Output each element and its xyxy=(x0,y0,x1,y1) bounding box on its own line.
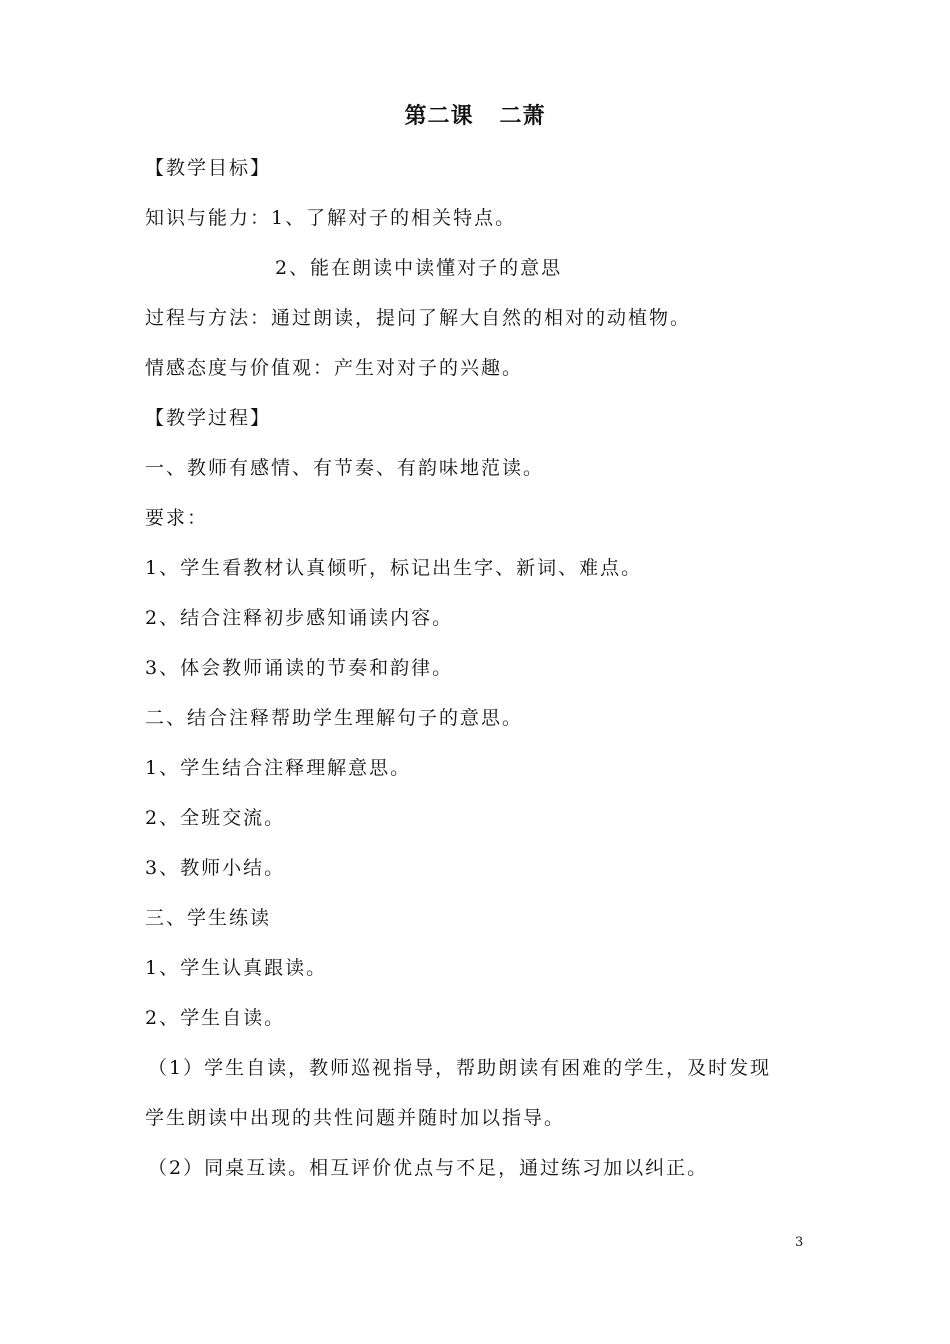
requirement-item-2: 2、结合注释初步感知诵读内容。 xyxy=(145,607,454,629)
sub-item-2: （2）同桌互读。相互评价优点与不足，通过练习加以纠正。 xyxy=(148,1157,709,1179)
sub-item-1-continued: 学生朗读中出现的共性问题并随时加以指导。 xyxy=(145,1107,566,1129)
sub-item-1: （1）学生自读，教师巡视指导，帮助朗读有困难的学生，及时发现 xyxy=(148,1057,772,1079)
objective-process: 过程与方法：通过朗读，提问了解大自然的相对的动植物。 xyxy=(145,307,692,329)
step-two-item-3: 3、教师小结。 xyxy=(145,857,286,879)
section-heading-objectives: 【教学目标】 xyxy=(145,157,272,179)
requirement-item-1: 1、学生看教材认真倾听，标记出生字、新词、难点。 xyxy=(145,557,643,579)
objective-knowledge-2: 2、能在朗读中读懂对子的意思 xyxy=(275,257,563,279)
step-three: 三、学生练读 xyxy=(145,907,272,929)
section-heading-process: 【教学过程】 xyxy=(145,407,272,429)
objective-knowledge: 知识与能力：1、了解对子的相关特点。 xyxy=(145,207,517,229)
step-two-item-2: 2、全班交流。 xyxy=(145,807,286,829)
page-title: 第二课 二萧 xyxy=(404,103,546,129)
step-one: 一、教师有感情、有节奏、有韵味地范读。 xyxy=(145,457,545,479)
step-three-item-2: 2、学生自读。 xyxy=(145,1007,286,1029)
step-three-item-1: 1、学生认真跟读。 xyxy=(145,957,328,979)
step-two: 二、结合注释帮助学生理解句子的意思。 xyxy=(145,707,524,729)
page-number: 3 xyxy=(795,1235,804,1250)
step-two-item-1: 1、学生结合注释理解意思。 xyxy=(145,757,412,779)
objective-attitude: 情感态度与价值观：产生对对子的兴趣。 xyxy=(145,357,524,379)
requirements-label: 要求： xyxy=(145,507,209,529)
requirement-item-3: 3、体会教师诵读的节奏和韵律。 xyxy=(145,657,454,679)
